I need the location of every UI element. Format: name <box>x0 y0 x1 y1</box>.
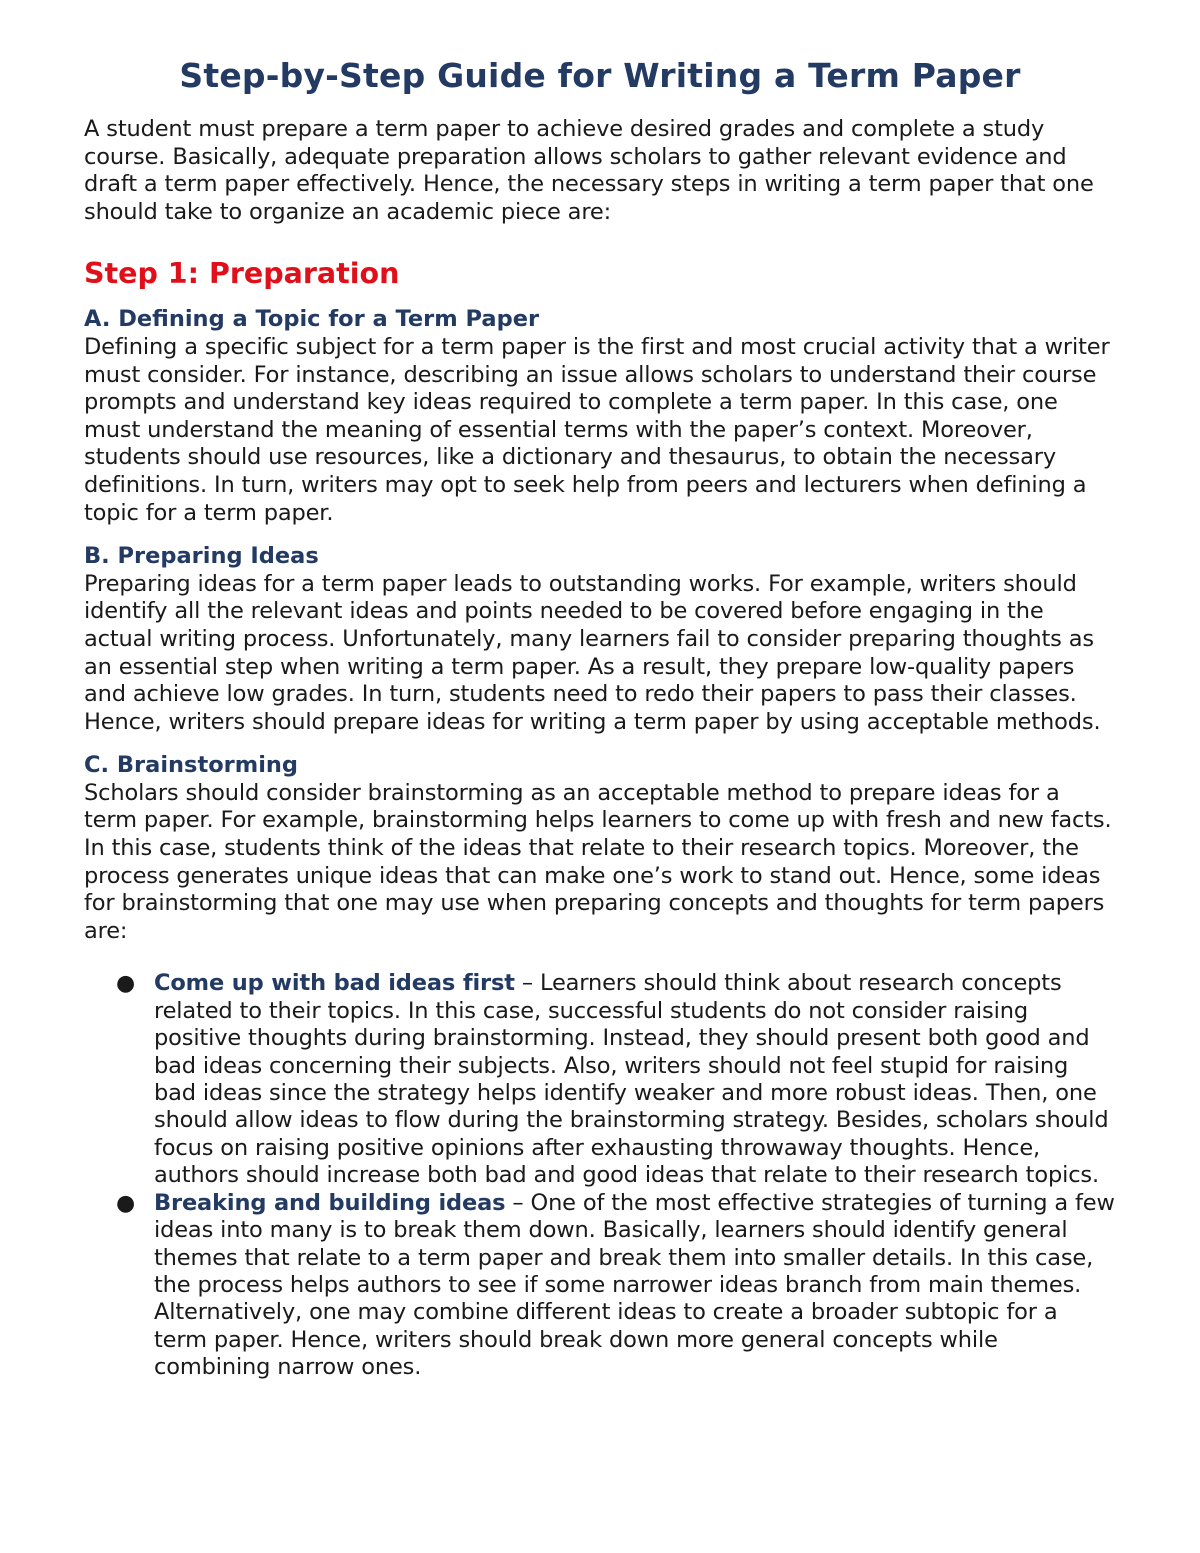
section-a-body: Defining a specific subject for a term paper is the first and most crucial activity that a writer must consider. For instance, describing an issue allows scholars to understand their course prompts and understand key ideas required to complete a term paper. In this case, one must understand the meaning of essential terms with the paper’s context. Moreover, students should use resources, like a dictionary and thesaurus, to obtain the necessary definitions. In turn, writers may opt to seek help from peers and lecturers when defining a topic for a term paper. <box>84 333 1110 526</box>
bullet-icon: ● <box>116 1190 136 1216</box>
section-c-heading: C. Brainstorming <box>84 752 299 779</box>
section-b-heading: B. Preparing Ideas <box>84 543 319 570</box>
document-title: Step-by-Step Guide for Writing a Term Paper <box>179 56 1021 95</box>
bullet-icon: ● <box>116 971 136 997</box>
section-c-body: Scholars should consider brainstorming as an acceptable method to prepare ideas for a term paper. For example, brainstorming helps learners to come up with fresh and new facts. In this case, students think of the ideas that relate to their research topics. Moreover, the process generates unique ideas that can make one’s work to stand out. Hence, some ideas for brainstorming that one may use when preparing concepts and thoughts for term papers are: <box>84 779 1112 944</box>
section-a-heading: A. Defining a Topic for a Term Paper <box>84 306 540 333</box>
section-b-body: Preparing ideas for a term paper leads to outstanding works. For example, writers should identify all the relevant ideas and points needed to be covered before engaging in the actual writing process. Unfortunately, many learners fail to consider preparing thoughts as an essential step when writing a term paper. As a result, they prepare low-quality papers and achieve low grades. In turn, students need to redo their papers to pass their classes. Hence, writers should prepare ideas for writing a term paper by using acceptable methods. <box>84 570 1101 735</box>
intro-paragraph: A student must prepare a term paper to achieve desired grades and complete a study course. Basically, adequate preparation allows scholars to gather relevant evidence and draft a term paper effectively. Hence, the necessary steps in writing a term paper that one should take to organize an academic piece are: <box>84 116 1094 225</box>
step-1-heading: Step 1: Preparation <box>84 257 400 291</box>
bullet-body-text: – Learners should think about research concepts related to their topics. In this case, successful students do not consider raising positive thoughts during brainstorming. Instead, they should present both good and bad ideas concerning their subjects. Also, writers should not feel stupid for raising bad ideas since the strategy helps identify weaker and more robust ideas. Then, one should allow ideas to flow during the brainstorming strategy. Besides, scholars should focus on raising positive opinions after exhausting throwaway thoughts. Hence, authors should increase both bad and good ideas that relate to their research topics. <box>154 970 1109 1189</box>
bullet-item-bad-ideas <box>116 970 1116 1189</box>
bullet-item-breaking-ideas <box>116 1189 1116 1382</box>
bullet-lead-text: Come up with bad ideas first <box>154 970 515 997</box>
section-a <box>84 306 1116 527</box>
brainstorming-bullet-list <box>84 970 1116 1381</box>
section-c <box>84 752 1116 1381</box>
bullet-lead-text: Breaking and building ideas <box>154 1189 506 1216</box>
bullet-body-text: – One of the most effective strategies of turning a few ideas into many is to break them down. Basically, learners should identify general themes that relate to a term paper and break them into smaller details. In this case, the process helps authors to see if some narrower ideas branch from main themes. Alternatively, one may combine different ideas to create a broader subtopic for a term paper. Hence, writers should break down more general concepts while combining narrow ones. <box>154 1189 1115 1381</box>
section-b <box>84 543 1116 736</box>
